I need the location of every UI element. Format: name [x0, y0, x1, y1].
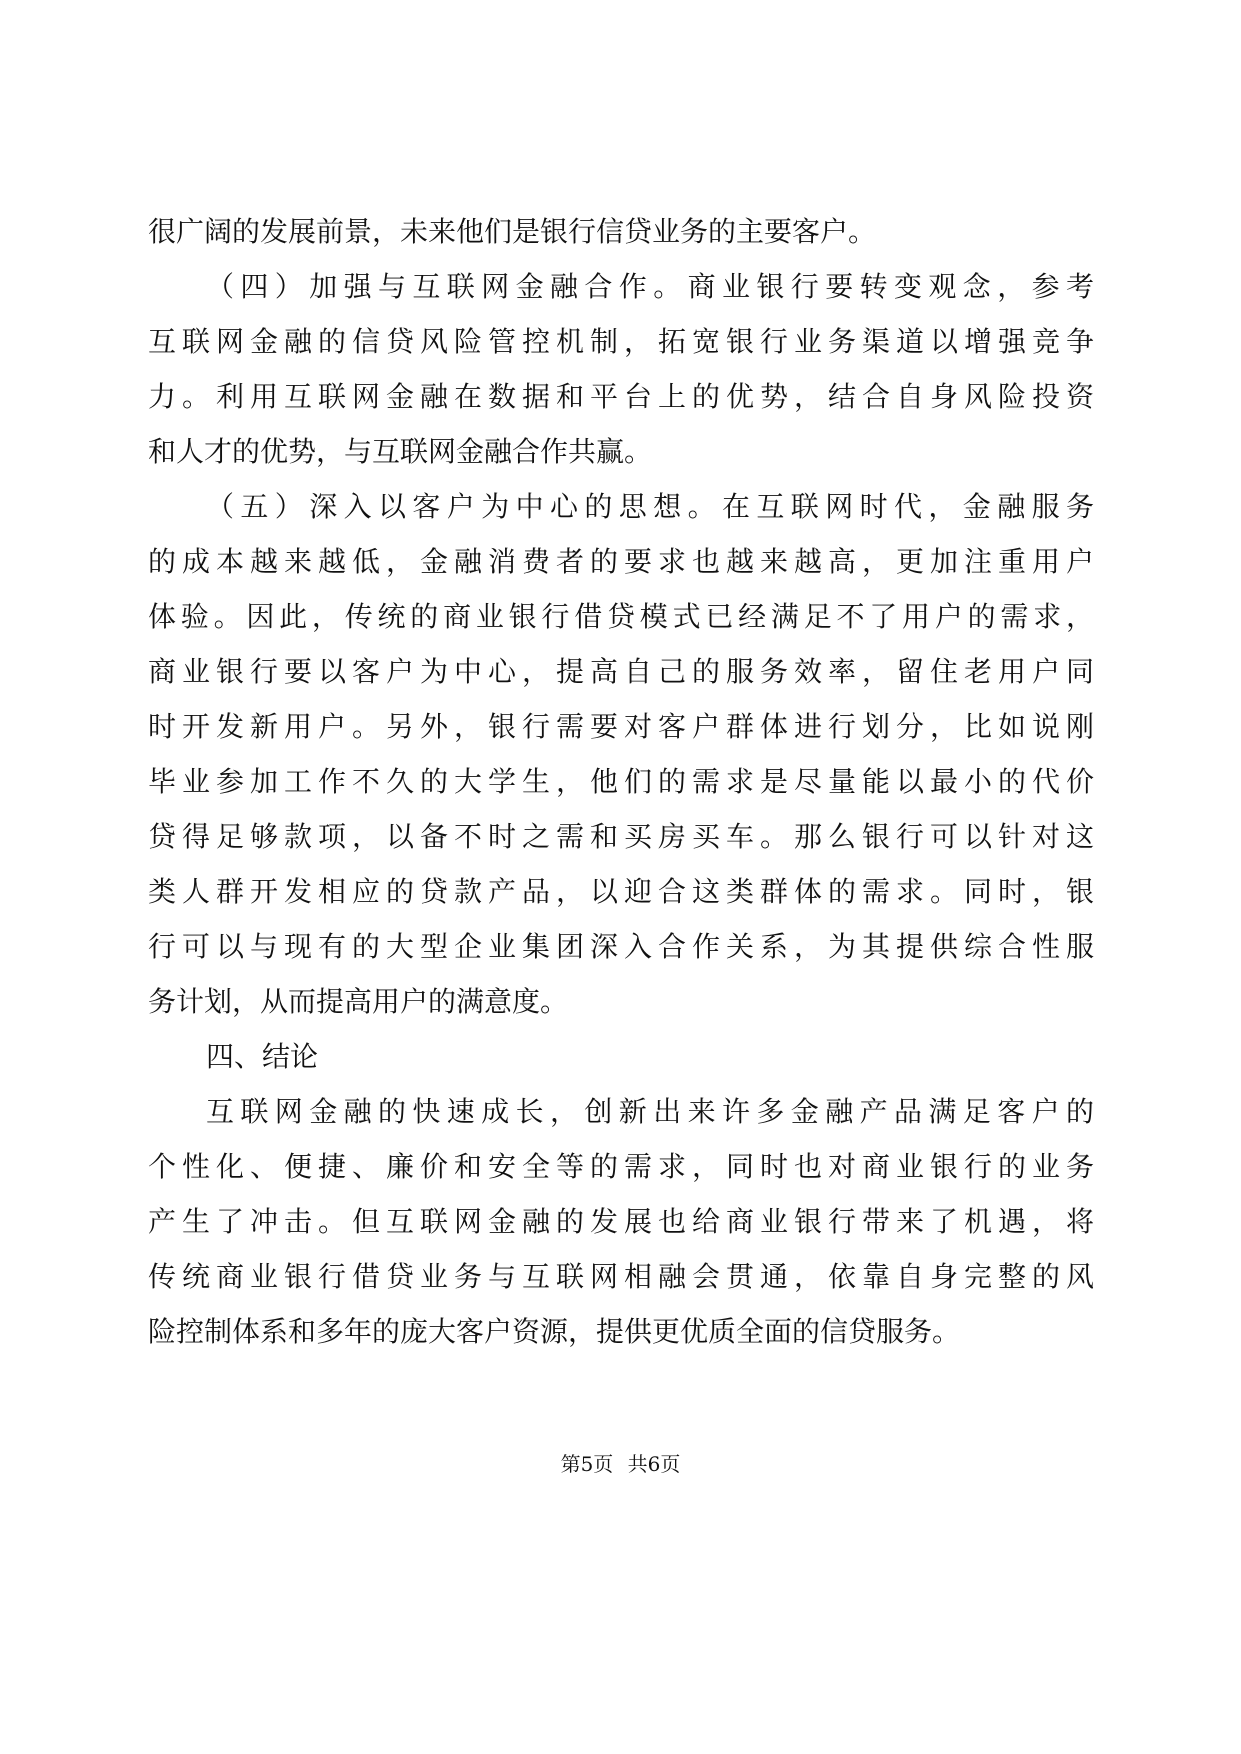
paragraph	[148, 265, 1094, 485]
text-line: 险控制体系和多年的庞大客户资源，提供更优质全面的信贷服务。	[148, 1315, 961, 1348]
text-line: 四、结论	[206, 1040, 319, 1073]
page-total: 共6页	[627, 1452, 681, 1476]
text-line: 行可以与现有的大型企业集团深入合作关系，为其提供综合性服	[148, 930, 1094, 963]
document-body	[148, 210, 1094, 1365]
section-heading	[148, 1035, 1094, 1090]
paragraph	[148, 485, 1094, 1035]
page-number: 第5页	[560, 1452, 614, 1476]
text-line: 力。利用互联网金融在数据和平台上的优势，结合自身风险投资	[148, 380, 1094, 413]
text-line: 传统商业银行借贷业务与互联网相融会贯通，依靠自身完整的风	[148, 1260, 1094, 1293]
text-line: 商业银行要以客户为中心，提高自己的服务效率，留住老用户同	[148, 655, 1094, 688]
text-line: 和人才的优势，与互联网金融合作共赢。	[148, 435, 653, 468]
text-line: 体验。因此，传统的商业银行借贷模式已经满足不了用户的需求，	[148, 600, 1094, 633]
text-line: 互联网金融的信贷风险管控机制，拓宽银行业务渠道以增强竞争	[148, 325, 1094, 358]
text-line: 的成本越来越低，金融消费者的要求也越来越高，更加注重用户	[148, 545, 1094, 578]
text-line: （四）加强与互联网金融合作。商业银行要转变观念，参考	[206, 270, 1094, 303]
text-line: 产生了冲击。但互联网金融的发展也给商业银行带来了机遇，将	[148, 1205, 1094, 1238]
text-line: 贷得足够款项，以备不时之需和买房买车。那么银行可以针对这	[148, 820, 1094, 853]
text-line: （五）深入以客户为中心的思想。在互联网时代，金融服务	[206, 490, 1094, 523]
paragraph	[148, 210, 1094, 265]
page-footer	[0, 1448, 1241, 1477]
paragraph	[148, 1090, 1094, 1365]
text-line: 毕业参加工作不久的大学生，他们的需求是尽量能以最小的代价	[148, 765, 1094, 798]
text-line: 很广阔的发展前景，未来他们是银行信贷业务的主要客户。	[148, 215, 877, 248]
text-line: 互联网金融的快速成长，创新出来许多金融产品满足客户的	[206, 1095, 1094, 1128]
text-line: 时开发新用户。另外，银行需要对客户群体进行划分，比如说刚	[148, 710, 1094, 743]
text-line: 个性化、便捷、廉价和安全等的需求，同时也对商业银行的业务	[148, 1150, 1094, 1183]
text-line: 类人群开发相应的贷款产品，以迎合这类群体的需求。同时，银	[148, 875, 1094, 908]
text-line: 务计划，从而提高用户的满意度。	[148, 985, 569, 1018]
